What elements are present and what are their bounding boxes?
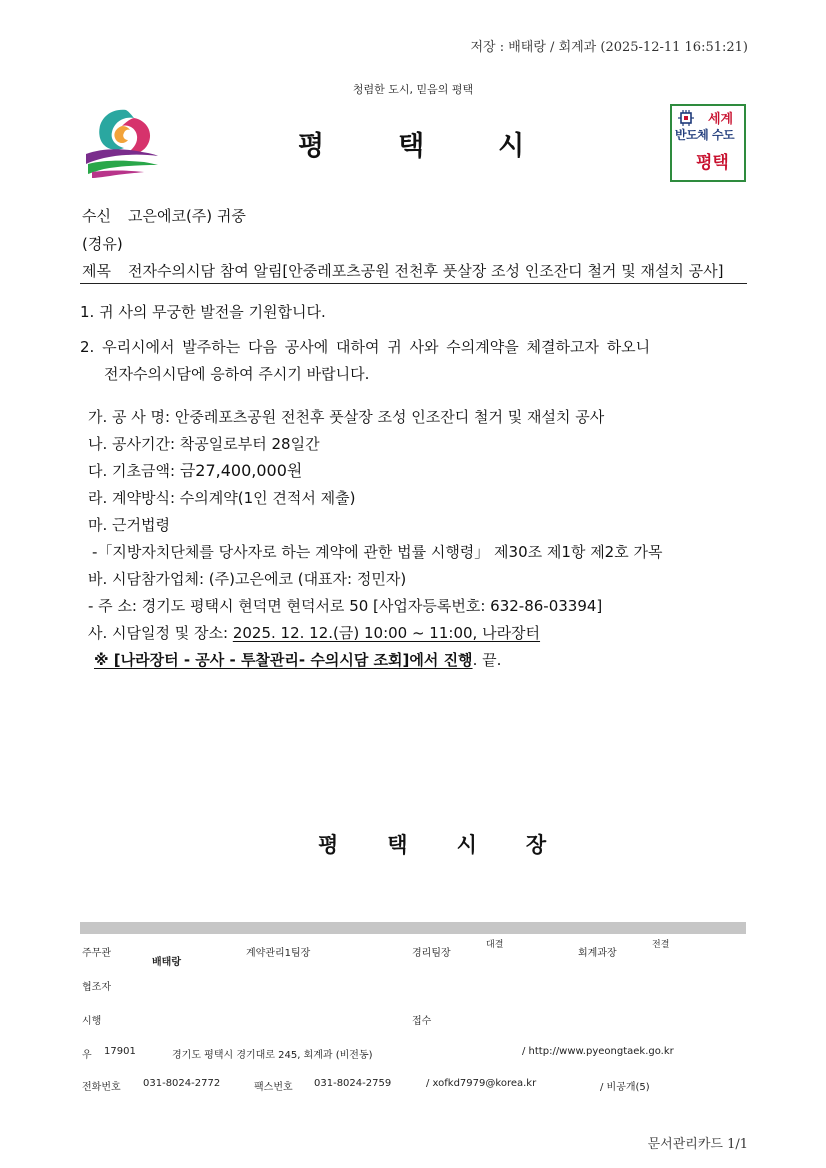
logo-text-semiconductor: 반도체 수도: [675, 128, 735, 142]
org-title: 평택시: [298, 131, 599, 162]
item-schedule-value: 2025. 12. 12.(금) 10:00 ~ 11:00, 나라장터: [232, 624, 541, 642]
subject-line: [82, 260, 724, 281]
recipient-value: 고은에코(주) 귀중: [128, 207, 246, 225]
item-base-amount: [88, 461, 302, 481]
delegated-approval-mark: 전결: [652, 940, 670, 950]
item-legal-basis-detail: -「지방자치단체를 당사자로 하는 계약에 관한 법률 시행령」 제30조 제1항 제2호 가목: [92, 543, 663, 561]
chip-icon: [678, 110, 694, 126]
phone-number: 031-8024-2772: [143, 1078, 221, 1089]
postal-code: 17901: [104, 1046, 136, 1057]
item-participant-address: - 주 소: 경기도 평택시 현덕면 현덕서로 50 [사업자등록번호: 632-86-03394]: [88, 597, 603, 615]
approver-title: 회계과장: [578, 948, 617, 959]
reviewer-accounting-team: 경리팀장: [412, 948, 451, 959]
paragraph-2-cont: 전자수의시담에 응하여 주시기 바랍니다.: [104, 365, 370, 383]
disclosure-status: / 비공개(5): [600, 1082, 650, 1093]
drafter-label: 주무관: [82, 948, 111, 959]
item-period: 나. 공사기간: 착공일로부터 28일간: [88, 435, 320, 453]
end-mark: . 끝.: [472, 651, 502, 669]
fax-label: 팩스번호: [254, 1082, 293, 1093]
cooperator-label: 협조자: [82, 982, 111, 993]
emblem-wave-magenta: [92, 171, 144, 179]
execution-label: 시행: [82, 1016, 102, 1027]
reviewer-contract-team: 계약관리1팀장: [246, 948, 311, 959]
item-legal-basis: 마. 근거법령: [88, 516, 170, 534]
subject-divider: [80, 283, 747, 284]
logo-text-pyeongtaek: 평택: [696, 153, 729, 173]
item-project-name: 가. 공 사 명: 안중레포츠공원 전천후 풋살장 조성 인조잔디 철거 및 재설치 공사: [88, 408, 605, 426]
footer-divider-bar: [80, 922, 746, 934]
item-schedule: [88, 623, 540, 643]
subject-value: 전자수의시담 참여 알림[안중레포츠공원 전천후 풋살장 조성 인조잔디 철거 및 재설치 공사]: [128, 262, 724, 280]
city-emblem-logo: [82, 102, 160, 180]
paragraph-1: 1. 귀 사의 무궁한 발전을 기원합니다.: [80, 303, 326, 321]
item-base-amount-label: 다. 기초금액:: [88, 462, 180, 480]
emblem-swirl-orange: [114, 126, 130, 143]
email-address[interactable]: / xofkd7979@korea.kr: [426, 1078, 537, 1089]
item-participant: 바. 시담참가업체: (주)고은에코 (대표자: 정민자): [88, 570, 407, 588]
fax-number: 031-8024-2759: [314, 1078, 392, 1089]
drafter-name: 배태랑: [152, 957, 181, 968]
save-info: 저장 : 배태랑 / 회계과 (2025-12-11 16:51:21): [470, 40, 748, 55]
logo-text-world: 세계: [708, 112, 734, 127]
item-procedure-note: [94, 650, 501, 670]
paragraph-2: 2. 우리시에서 발주하는 다음 공사에 대하여 귀 사와 수의계약을 체결하고자 하오니: [80, 338, 651, 356]
semiconductor-capital-logo: [670, 104, 746, 182]
recipient-label: 수신: [82, 207, 111, 225]
page-footer: 문서관리카드 1/1: [647, 1137, 748, 1152]
item-schedule-label: 사. 시담일정 및 장소:: [88, 624, 233, 642]
subject-label: 제목: [82, 262, 111, 280]
item-contract-method: 라. 계약방식: 수의계약(1인 견적서 제출): [88, 489, 356, 507]
item-procedure-note-text: ※ [나라장터 - 공사 - 투찰관리- 수의시담 조회]에서 진행: [94, 651, 473, 669]
acting-approval-mark: 대결: [486, 940, 504, 950]
closing-signature: 평택시장: [318, 833, 596, 857]
emblem-swirl-pink: [122, 118, 150, 155]
homepage-link[interactable]: / http://www.pyeongtaek.go.kr: [522, 1046, 674, 1057]
postal-label: 우: [82, 1050, 92, 1061]
office-address: 경기도 평택시 경기대로 245, 회계과 (비전동): [172, 1050, 373, 1061]
slogan: 청렴한 도시, 믿음의 평택: [352, 83, 474, 96]
recipient-line: [82, 205, 246, 226]
receipt-label: 접수: [412, 1016, 432, 1027]
item-base-amount-value: 금27,400,000원: [179, 461, 303, 480]
phone-label: 전화번호: [82, 1082, 121, 1093]
via-line: (경유): [82, 235, 123, 253]
